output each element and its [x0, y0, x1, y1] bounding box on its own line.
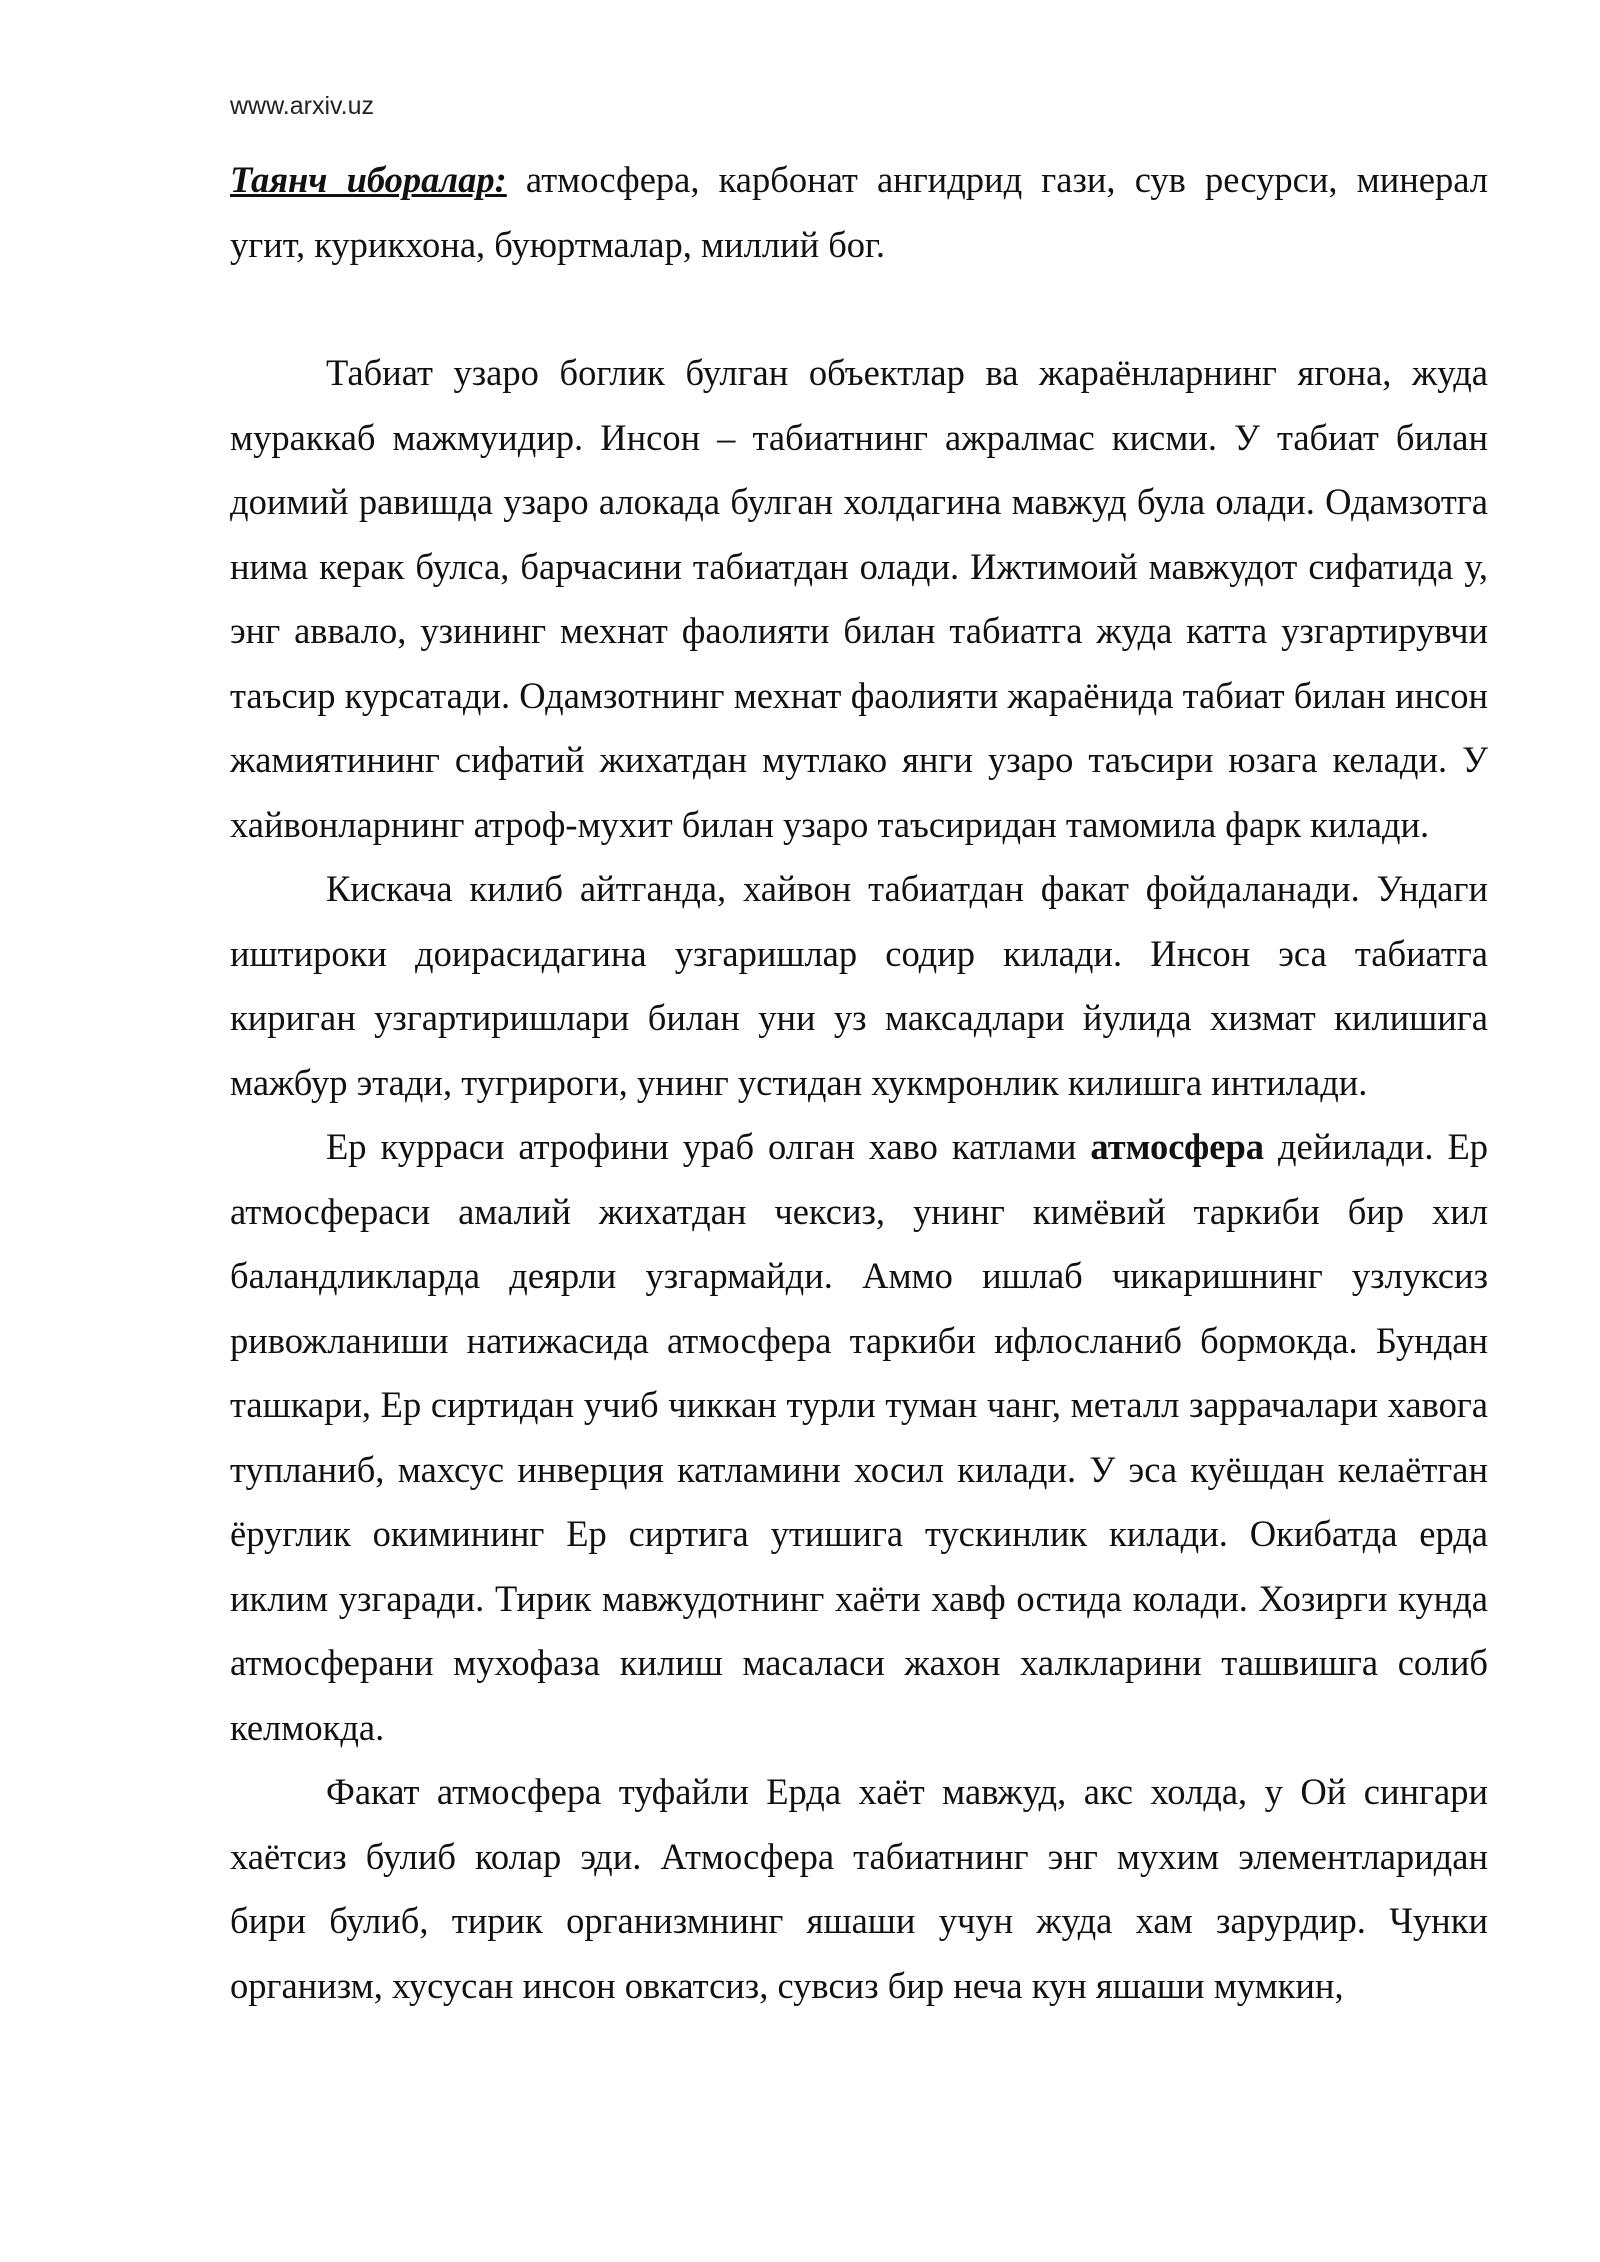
- paragraph-2: Кискача килиб айтганда, хайвон табиатдан факат фойдаланади. Ундаги иштироки доирасидагина узгаришлар содир килади. Инсон эса табиатга кириган узгартиришлари билан уни уз максадлари йулида хизмат килишига мажбур этади, тугрироги, унинг устидан хукмронлик килишга интилади.: [230, 868, 1488, 1103]
- paragraph-3: [230, 1115, 1488, 1760]
- keywords-label: Таянч иборалар:: [230, 159, 507, 200]
- keywords-paragraph: [230, 148, 1488, 277]
- paragraph-4: Факат атмосфера туфайли Ерда хаёт мавжуд, акс холда, у Ой сингари хаётсиз булиб колар эди. Атмосфера табиатнинг энг мухим элементларидан бири булиб, тирик организмнинг яшаши учун жуда хам зарурдир. Чунки организм, хусусан инсон овкатсиз, сувсиз бир неча кун яшаши мумкин,: [230, 1771, 1488, 2006]
- site-header: www.arxiv.uz: [230, 92, 375, 120]
- term-atmosphere: атмосфера: [1090, 1126, 1264, 1167]
- keywords-text: атмосфера, карбонат ангидрид гази, сув ресурси, минерал угит, курикхона, буюртмалар, миллий бог.: [230, 159, 1488, 265]
- paragraph-3-intro: Ер курраси атрофини ураб олган хаво катлами: [326, 1126, 1091, 1167]
- document-body: [230, 148, 1488, 2018]
- paragraph-3-rest: дейилади. Ер атмосфераси амалий жихатдан чексиз, унинг кимёвий таркиби бир хил баландликларда деярли узгармайди. Аммо ишлаб чикаришнинг узлуксиз ривожланиши натижасида атмосфера таркиби ифлосланиб бормокда. Бундан ташкари, Ер сиртидан учиб чиккан турли туман чанг, металл заррачалари хавога тупланиб, махсус инверция катламини хосил килади. У эса куёшдан келаётган ёруглик окимининг Ер сиртига утишига тускинлик килади. Окибатда ерда иклим узгаради. Тирик мавжудотнинг хаёти хавф остида колади. Хозирги кунда атмосферани мухофаза килиш масаласи жахон халкларини ташвишга солиб келмокда.: [230, 1126, 1488, 1748]
- paragraph-1: Табиат узаро боглик булган объектлар ва жараёнларнинг ягона, жуда мураккаб мажмуидир. Инсон – табиатнинг ажралмас кисми. У табиат билан доимий равишда узаро алокада булган холдагина мавжуд була олади. Одамзотга нима керак булса, барчасини табиатдан олади. Ижтимоий мавжудот сифатида у, энг аввало, узининг мехнат фаолияти билан табиатга жуда катта узгартирувчи таъсир курсатади. Одамзотнинг мехнат фаолияти жараёнида табиат билан инсон жамиятининг сифатий жихатдан мутлако янги узаро таъсири юзага келади. У хайвонларнинг атроф-мухит билан узаро таъсиридан тамомила фарк килади.: [230, 352, 1488, 845]
